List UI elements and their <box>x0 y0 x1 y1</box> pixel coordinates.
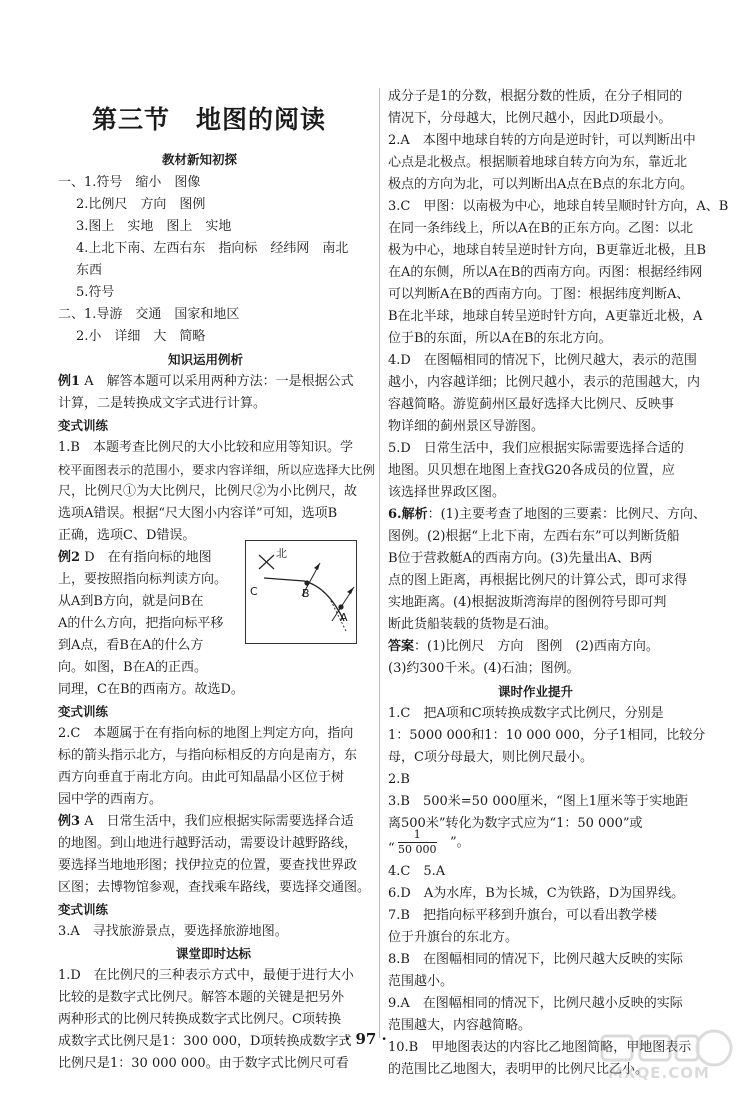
text-line: 二、1.导游 交通 国家和地区 <box>58 307 240 322</box>
fraction-numerator: 1 <box>398 828 437 843</box>
subheading-variant-training: 变式训练 <box>58 418 109 433</box>
text-line: 1.C 把A项和C项转换成数字式比例尺，分别是 <box>388 706 664 721</box>
text-line: 母，C项分母最大，则比例尺最小。 <box>388 750 593 765</box>
watermark-text: MXQE.COM <box>608 1064 710 1082</box>
text-line: B位于营救艇A的西南方向。(3)先量出A、B两 <box>388 551 653 566</box>
text-line: 地图。贝贝想在地图上查找G20各成员的位置，应 <box>388 463 675 478</box>
analysis-text: ：(1)主要考查了地图的三要素：比例尺、方向、 <box>427 507 706 522</box>
text-line: 点的图上距离，再根据比例尺的计算公式，即可求得 <box>388 573 688 588</box>
text-line <box>388 504 706 526</box>
subheading-variant-training: 变式训练 <box>58 704 109 719</box>
text-line: 尺，比例尺①为大比例尺，比例尺②为小比例尺，故 <box>58 484 358 499</box>
text-line: 4.C 5.A <box>388 864 446 879</box>
text-line <box>58 811 354 833</box>
figure-label-a: A <box>340 611 348 624</box>
text-line: 3.B 500米=50 000厘米，“图上1厘米等于实地距 <box>388 794 689 809</box>
example-text: A 日常生活中，我们应根据实际需要选择合适 <box>84 814 354 829</box>
fraction <box>398 828 437 857</box>
analysis-label: 6.解析 <box>388 507 428 522</box>
fraction-denominator: 50 000 <box>398 843 437 856</box>
text-line: 3.A 寻找旅游景点，要选择旅游地图。 <box>58 924 288 939</box>
text-line: 2.小 详细 大 简略 <box>76 329 206 344</box>
figure-label-c: C <box>250 585 258 598</box>
text-line: 计算，二是转换成文字式进行计算。 <box>58 396 267 411</box>
text-line <box>388 636 659 658</box>
text-line: 一、1.符号 缩小 图像 <box>58 175 201 190</box>
watermark-logo <box>596 1028 736 1088</box>
text-line: 同理，C在B的西南方。故选D。 <box>58 682 244 697</box>
text-line: 位于B的东面，所以A在B的东北方向。 <box>388 331 612 346</box>
text-line: 离500米”转化为数字式应为“1：50 000”或 <box>388 816 643 831</box>
text-line: 8.B 在图幅相同的情况下，比例尺越大反映的实际 <box>388 952 683 967</box>
text-line: 范围越大，内容越简略。 <box>388 1018 532 1033</box>
subheading-variant-training: 变式训练 <box>58 902 109 917</box>
example-text: A 解答本题可以采用两种方法：一是根据公式 <box>84 374 354 389</box>
text-line: 心点是北极点。根据顺着地球自转方向为东，靠近北 <box>388 155 688 170</box>
text-line: 4.上北下南、左西右东 指向标 经纬网 南北 <box>76 241 349 256</box>
text-line: 到A点，看B在A的什么方 <box>58 638 204 653</box>
text-line: 从A到B方向，就是问B在 <box>58 594 204 609</box>
text-line: 6.D A为水库，B为长城，C为铁路，D为国界线。 <box>388 886 685 901</box>
text-line: 1.D 在比例尺的三种表示方式中，最便于进行大小 <box>58 968 354 983</box>
figure-label-north: 北 <box>276 547 287 560</box>
text-line: 2.A 本图中地球自转的方向是逆时针，可以判断出中 <box>388 133 696 148</box>
text-line: 5.D 日常生活中，我们应根据实际需要选择合适的 <box>388 441 684 456</box>
text-line: 1：5000 000和1：10 000 000，分子1相同，比较分 <box>388 728 706 743</box>
text-line: 成分子是1的分数，根据分数的性质，在分子相同的 <box>388 89 683 104</box>
text-line: 图例。(2)根据“上北下南，左西右东”可以判断货船 <box>388 529 680 544</box>
text-line: 1.B 本题考查比例尺的大小比较和应用等知识。学 <box>58 440 353 455</box>
text-line: 可以判断A在B的西南方向。丁图：根据纬度判断A、 <box>388 287 690 302</box>
text-line: A的什么方向，把指向标平移 <box>58 616 224 631</box>
text-line: 选项A错误。根据“尺大图小内容详”可知，选项B <box>58 506 338 521</box>
example-label: 例2 <box>58 550 81 565</box>
text-line: 成数字式比例尺是1：300 000，D项转换成数字式 <box>58 1034 352 1049</box>
figure-label-b: B <box>302 587 310 600</box>
text-line: 在A的东侧，所以A在B的西南方向。丙图：根据经纬网 <box>388 265 703 280</box>
example-label: 例3 <box>58 814 81 829</box>
answer-text: ：(1)比例尺 方向 图例 (2)西南方向。 <box>414 639 659 654</box>
text-line: 正确，选项C、D错误。 <box>58 528 196 543</box>
text-line: 标的箭头指示北方，与指向标相反的方向是南方，东 <box>58 748 358 763</box>
text-line: 园中学的西南方。 <box>58 792 163 807</box>
page-title: 第三节 地图的阅读 <box>92 105 327 134</box>
text-line: 3.C 甲图：以南极为中心，地球自转呈顺时针方向，A、B <box>388 199 729 214</box>
text-line: 区图；去博物馆参观，查找乘车路线，要选择交通图。 <box>58 880 371 895</box>
direction-figure <box>245 540 357 644</box>
text-line: 越小，内容越详细；比例尺越小，表示的范围越大，内 <box>388 375 701 390</box>
text-line: 2.比例尺 方向 图例 <box>76 197 206 212</box>
text-line: 比较的是数字式比例尺。解答本题的关键是把另外 <box>58 990 345 1005</box>
text-line: B在北半球，地球自转呈逆时针方向，A更靠近北极，A <box>388 309 703 324</box>
text-line: 比例尺是1：30 000 000。由于数字式比例尺可看 <box>58 1056 349 1071</box>
page-number: · 97 · <box>345 1030 387 1048</box>
quote-open: “ <box>388 841 395 856</box>
text-line: 10.B 甲地图表达的内容比乙地图简略，甲地图表示 <box>388 1040 692 1055</box>
quote-close: ”。 <box>450 835 470 850</box>
text-line: 5.符号 <box>76 285 115 300</box>
text-line: 两种形式的比例尺转换成数字式比例尺。C项转换 <box>58 1012 341 1027</box>
text-line: 校平面图表示的范围小，要求内容详细，所以应选择大比例 <box>58 463 375 477</box>
text-line: 情况下，分母越大，比例尺越小，因此D项最小。 <box>388 111 672 126</box>
text-line: 位于升旗台的东北方。 <box>388 930 519 945</box>
text-line <box>58 547 212 569</box>
text-line: 7.B 把指向标平移到升旗台，可以看出教学楼 <box>388 908 657 923</box>
text-line <box>388 838 395 860</box>
direction-figure-drawing <box>246 541 356 643</box>
text-line: 在同一条纬线上，所以A在B的正东方向。乙图：以北 <box>388 221 693 236</box>
text-line: 9.A 在图幅相同的情况下，比例尺越小反映的实际 <box>388 996 683 1011</box>
example-label: 例1 <box>58 374 81 389</box>
watermark-emblem-icon <box>596 1028 736 1068</box>
text-line: 物详细的蓟州景区导游图。 <box>388 419 545 434</box>
text-line: (3)约300千米。(4)石油；图例。 <box>388 661 580 676</box>
text-line: 的地图。到山地进行越野活动，需要设计越野路线， <box>58 836 358 851</box>
answer-label: 答案 <box>388 639 415 654</box>
section-heading-classroom: 课堂即时达标 <box>176 946 252 961</box>
text-line: 上，要按照指向标判读方向。 <box>58 572 228 587</box>
text-line: 向。如图，B在A的正西。 <box>58 660 207 675</box>
text-line: 的范围比乙地图大，表明甲的比例尺比乙小。 <box>388 1062 649 1077</box>
text-line <box>450 832 470 854</box>
text-line: 东西 <box>76 263 103 278</box>
text-line: 西方向垂直于南北方向。由此可知晶晶小区位于树 <box>58 770 345 785</box>
section-heading-new-knowledge: 教材新知初探 <box>162 152 238 167</box>
text-line: 3.图上 实地 图上 实地 <box>76 219 232 234</box>
section-heading-knowledge-use: 知识运用例析 <box>168 352 244 367</box>
text-line: 4.D 在图幅相同的情况下，比例尺越大，表示的范围 <box>388 353 697 368</box>
text-line <box>58 371 354 393</box>
text-line: 极为中心，地球自转呈逆时针方向，B更靠近北极，且B <box>388 243 707 258</box>
section-heading-homework: 课时作业提升 <box>498 684 574 699</box>
text-line: 范围越小。 <box>388 974 454 989</box>
text-line: 容越简略。游览蓟州区最好选择大比例尺、反映事 <box>388 397 675 412</box>
text-line: 该选择世界政区图。 <box>388 485 506 500</box>
text-line: 极点的方向为北，可以判断出A点在B点的东北方向。 <box>388 177 693 192</box>
column-divider <box>379 88 380 1038</box>
text-line: 2.B <box>388 772 410 787</box>
text-line: 实地距离。(4)根据波斯湾海岸的图例符号即可判 <box>388 595 667 610</box>
example-text: D 在有指向标的地图 <box>84 550 212 565</box>
text-line: 断此货船装载的货物是石油。 <box>388 617 558 632</box>
text-line: 2.C 本题属于在有指向标的地图上判定方向，指向 <box>58 726 354 741</box>
text-line: 要选择当地地形图；找伊拉克的位置，要查找世界政 <box>58 858 358 873</box>
